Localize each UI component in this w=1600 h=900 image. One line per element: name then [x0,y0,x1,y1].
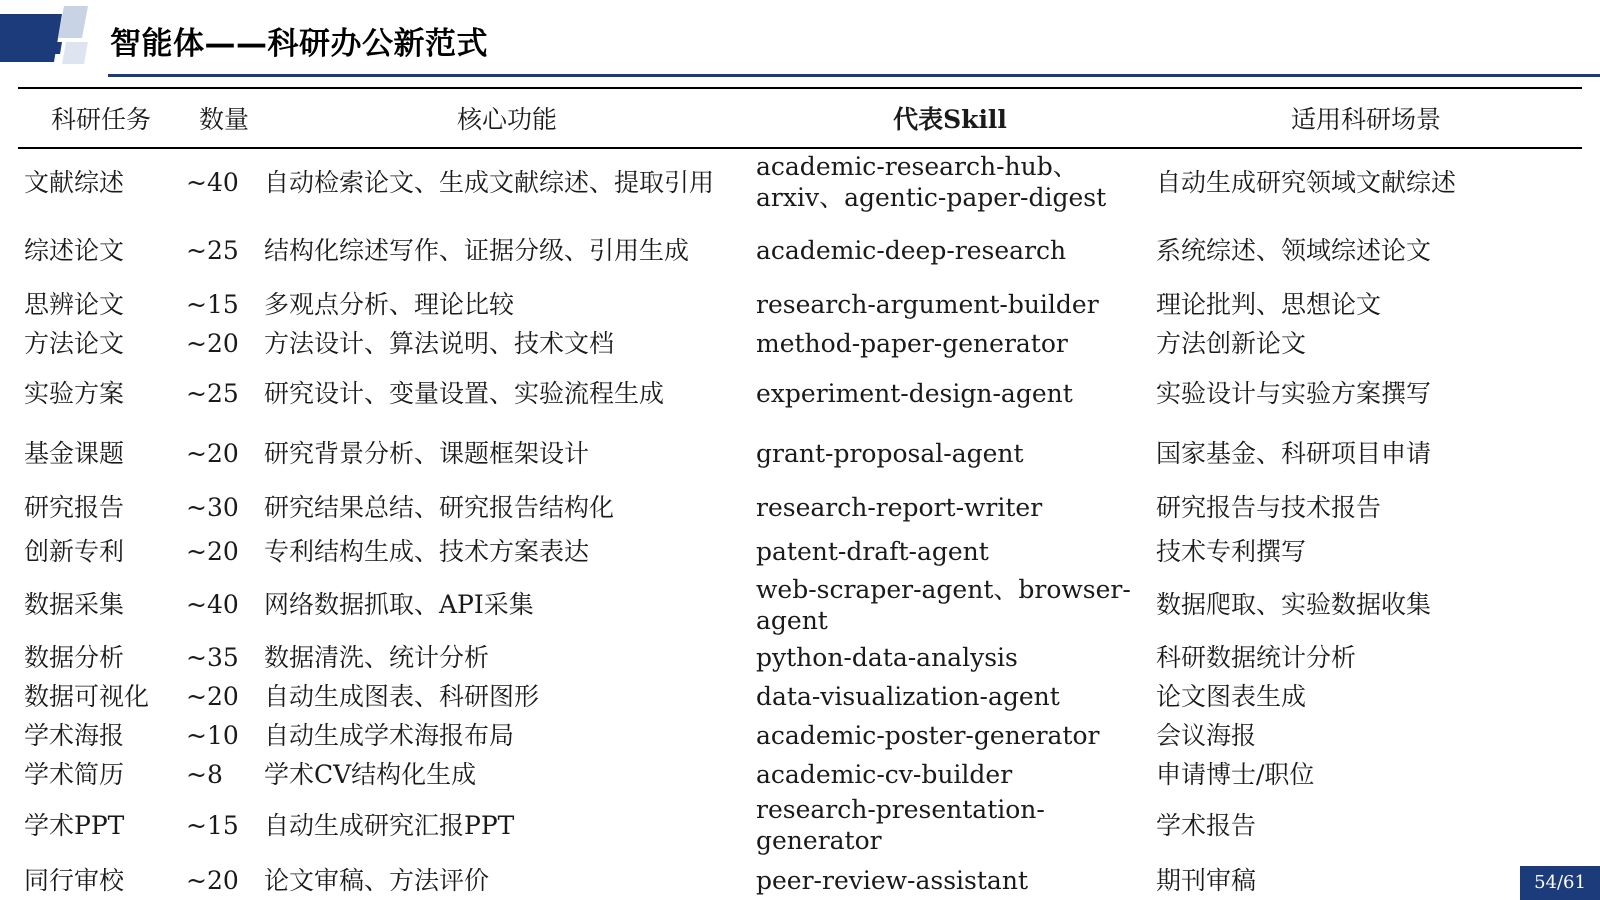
table-row [18,794,1582,856]
cell-skill: academic-cv-builder [756,760,1013,789]
cell-qty: ~35 [186,643,239,672]
title-divider [108,74,1600,77]
cell-qty: ~15 [186,290,239,319]
cell-function: 专利结构生成、技术方案表达 [264,537,590,566]
table-row [18,571,1582,638]
cell-scene: 数据爬取、实验数据收集 [1156,590,1432,619]
cell-task: 创新专利 [24,537,125,566]
cell-function: 自动检索论文、生成文献综述、提取引用 [264,167,715,197]
cell-scene: 会议海报 [1156,721,1257,750]
cell-task: 学术PPT [24,810,125,840]
cell-task: 思辨论文 [24,290,125,319]
cell-skill: academic-deep-research [756,235,1067,265]
cell-qty: ~20 [186,865,239,895]
cell-task: 综述论文 [24,235,125,265]
cell-scene: 申请博士/职位 [1156,760,1315,789]
cell-qty: ~20 [186,329,239,358]
cell-qty: ~30 [186,493,239,522]
cell-skill: python-data-analysis [756,643,1018,672]
cell-qty: ~8 [186,760,223,789]
cell-function: 自动生成研究汇报PPT [264,810,515,840]
cell-scene: 技术专利撰写 [1156,537,1307,566]
cell-function: 网络数据抓取、API采集 [264,590,534,619]
cell-scene: 期刊审稿 [1156,865,1257,895]
cell-task: 基金课题 [24,438,125,468]
cell-function: 自动生成图表、科研图形 [264,682,540,711]
cell-task: 学术海报 [24,721,125,750]
table-row [18,532,1582,571]
cell-function: 结构化综述写作、证据分级、引用生成 [264,235,690,265]
column-header-task: 科研任务 [50,105,151,134]
cell-function: 学术CV结构化生成 [264,760,477,789]
page-title: 智能体——科研办公新范式 [110,26,488,62]
cell-scene: 理论批判、思想论文 [1156,290,1382,319]
cell-task: 数据分析 [24,643,125,672]
cell-skill: data-visualization-agent [756,682,1060,711]
cell-task: 同行审校 [24,865,125,895]
table-row [18,677,1582,716]
table-row [18,755,1582,794]
cell-task: 研究报告 [24,493,125,522]
cell-skill: research-argument-builder [756,290,1099,319]
cell-qty: ~20 [186,438,239,468]
cell-qty: ~40 [186,167,239,197]
cell-function: 数据清洗、统计分析 [264,643,490,672]
cell-task: 方法论文 [24,329,125,358]
cell-function: 研究设计、变量设置、实验流程生成 [264,378,665,408]
cell-task: 文献综述 [24,167,125,197]
cell-scene: 系统综述、领域综述论文 [1156,235,1432,265]
cell-qty: ~20 [186,682,239,711]
cell-scene: 研究报告与技术报告 [1156,493,1382,522]
table-row [18,856,1582,900]
table-row [18,423,1582,483]
cell-skill: academic-research-hub、arxiv、agentic-paper-digest [756,152,1107,212]
cell-skill: research-presentation-generator [756,795,1045,855]
cell-skill: peer-review-assistant [756,865,1028,895]
logo [0,0,110,75]
cell-skill: academic-poster-generator [756,721,1100,750]
cell-function: 自动生成学术海报布局 [264,721,515,750]
column-header-function: 核心功能 [456,105,557,134]
table-body [18,148,1582,900]
cell-qty: ~25 [186,235,239,265]
cell-skill: experiment-design-agent [756,378,1073,408]
cell-qty: ~15 [186,810,239,840]
cell-function: 方法设计、算法说明、技术文档 [264,329,615,358]
cell-function: 研究背景分析、课题框架设计 [264,438,590,468]
cell-scene: 论文图表生成 [1156,682,1307,711]
cell-task: 数据采集 [24,590,125,619]
cell-function: 研究结果总结、研究报告结构化 [264,493,615,522]
cell-scene: 国家基金、科研项目申请 [1156,438,1432,468]
cell-task: 数据可视化 [24,682,150,711]
logo-mark [0,0,110,75]
table-row [18,483,1582,532]
cell-scene: 学术报告 [1156,810,1257,840]
page-number: 54/61 [1520,866,1600,900]
cell-scene: 方法创新论文 [1156,329,1307,358]
cell-skill: method-paper-generator [756,329,1068,358]
column-header-scene: 适用科研场景 [1290,105,1441,134]
cell-task: 实验方案 [24,378,125,408]
cell-qty: ~20 [186,537,239,566]
cell-skill: research-report-writer [756,493,1043,522]
table-row [18,148,1582,215]
cell-task: 学术简历 [24,760,125,789]
cell-qty: ~40 [186,590,239,619]
column-header-skill: 代表Skill [893,105,1007,134]
table-row [18,285,1582,324]
cell-function: 多观点分析、理论比较 [264,290,515,319]
column-header-qty: 数量 [198,105,249,134]
table-row [18,363,1582,423]
cell-scene: 自动生成研究领域文献综述 [1156,167,1457,197]
cell-skill: patent-draft-agent [756,537,989,566]
table-row [18,638,1582,677]
cell-scene: 实验设计与实验方案撰写 [1156,378,1432,408]
cell-qty: ~10 [186,721,239,750]
cell-qty: ~25 [186,378,239,408]
table-row [18,716,1582,755]
cell-function: 论文审稿、方法评价 [264,865,490,895]
cell-skill: grant-proposal-agent [756,438,1024,468]
cell-skill: web-scraper-agent、browser-agent [756,574,1131,635]
table-row [18,215,1582,285]
skills-table-container [18,87,1582,900]
skills-table [18,87,1582,900]
table-header-row [18,88,1582,148]
cell-scene: 科研数据统计分析 [1156,643,1357,672]
table-row [18,324,1582,363]
